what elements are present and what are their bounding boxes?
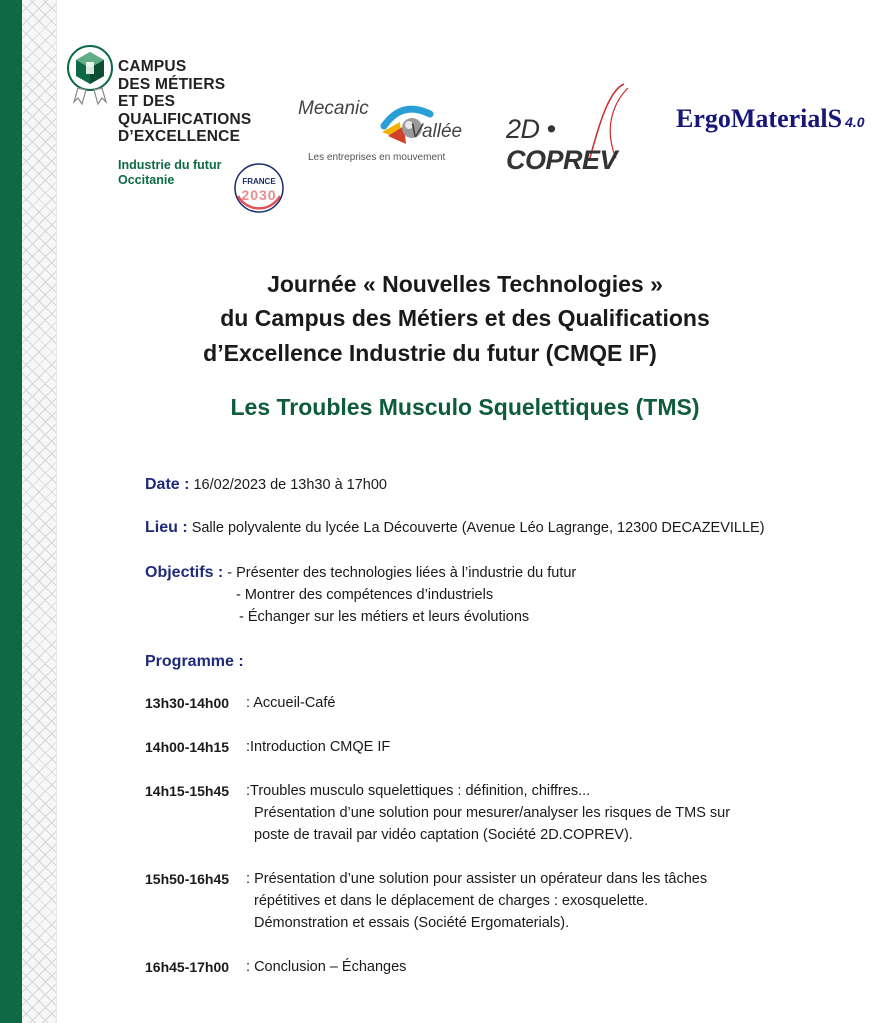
- lieu-field: [145, 519, 765, 537]
- decorative-pattern-strip: [22, 0, 57, 1023]
- campus-logo: [64, 38, 294, 216]
- programme-item: [145, 871, 229, 887]
- programme-sep: :: [246, 739, 251, 755]
- objectif-item: - Montrer des compétences d’industriels: [236, 587, 494, 603]
- campus-title: [118, 58, 251, 146]
- campus-line-4: QUALIFICATIONS: [118, 110, 252, 128]
- programme-item: [145, 739, 229, 755]
- programme-desc: [246, 692, 335, 714]
- date-field: [145, 476, 387, 494]
- programme-item: [145, 783, 229, 799]
- programme-desc: [246, 956, 406, 978]
- coprev-prefix: 2D: [506, 114, 540, 144]
- programme-item: [145, 695, 229, 711]
- title-line-2: du Campus des Métiers et des Qualifications: [220, 305, 710, 331]
- vallee-word: Vallée: [410, 121, 463, 142]
- campus-line-3: ET DES: [118, 93, 176, 110]
- france2030-year: 2030: [241, 187, 277, 203]
- objectif-item: - Présenter des technologies liées à l’industrie du futur: [223, 565, 577, 581]
- programme-time: 16h45-17h00: [145, 959, 230, 975]
- campus-sub-1: Industrie du futur: [118, 158, 222, 172]
- mecanic-word: Mecanic: [298, 98, 369, 119]
- campus-subtitle: [118, 158, 221, 188]
- campus-emblem-icon: [64, 42, 116, 108]
- ergomaterials-logo: [676, 104, 865, 140]
- objectifs-label: Objectifs :: [145, 564, 224, 581]
- programme-line: Présentation d’une solution pour assister un opérateur dans les tâches: [254, 871, 708, 887]
- programme-line: Démonstration et essais (Société Ergomaterials).: [254, 915, 570, 931]
- campus-line-2: DES MÉTIERS: [118, 75, 226, 93]
- campus-line-1: CAMPUS: [118, 58, 187, 75]
- objectif-item: - Échanger sur les métiers et leurs évolutions: [239, 609, 530, 625]
- programme-time: 14h15-15h45: [145, 783, 230, 799]
- programme-line: Accueil-Café: [253, 695, 336, 711]
- campus-sub-2: Occitanie: [118, 173, 175, 187]
- programme-sep: :: [246, 783, 251, 799]
- title-line-3: d’Excellence Industrie du futur (CMQE IF): [203, 340, 657, 366]
- lieu-value: Salle polyvalente du lycée La Découverte (Avenue Léo Lagrange, 12300 DECAZEVILLE): [187, 520, 765, 536]
- date-value: 16/02/2023 de 13h30 à 17h00: [189, 477, 388, 493]
- programme-line: Conclusion – Échanges: [254, 959, 407, 975]
- mecanic-tagline: Les entreprises en mouvement: [308, 152, 446, 163]
- programme-sep: :: [246, 871, 255, 887]
- programme-line: poste de travail par vidéo captation (Société 2D.COPREV).: [254, 827, 633, 843]
- title-line-1: Journée « Nouvelles Technologies »: [267, 271, 663, 297]
- programme-item: [145, 959, 229, 975]
- programme-line: Introduction CMQE IF: [250, 739, 391, 755]
- coprev-wordmark: 2D • COPREV: [506, 114, 618, 175]
- mecanic-vallee-logo: [292, 86, 492, 170]
- france2030-label: FRANCE: [242, 177, 276, 186]
- objectifs-field: [145, 564, 576, 582]
- ergo-wordmark: ErgoMaterialS: [676, 104, 843, 133]
- france2030-logo: [230, 162, 288, 214]
- coprev-logo: [500, 80, 666, 175]
- campus-line-5: D’EXCELLENCE: [118, 128, 241, 145]
- event-subtitle: Les Troubles Musculo Squelettiques (TMS): [230, 394, 700, 420]
- coprev-name: COPREV: [506, 145, 618, 175]
- lieu-label: Lieu :: [145, 519, 188, 536]
- programme-line: Présentation d’une solution pour mesurer/analyser les risques de TMS sur: [254, 805, 731, 821]
- programme-time: 13h30-14h00: [145, 695, 230, 711]
- programme-line: Troubles musculo squelettiques : définition, chiffres...: [250, 783, 591, 799]
- programme-time: 15h50-16h45: [145, 871, 230, 887]
- programme-sep: :: [246, 695, 254, 711]
- programme-time: 14h00-14h15: [145, 739, 230, 755]
- programme-desc: [246, 736, 390, 758]
- programme-desc: [246, 868, 707, 890]
- left-green-bar: [0, 0, 22, 1023]
- date-label: Date :: [145, 476, 190, 493]
- ergo-version: 4.0: [845, 114, 865, 130]
- programme-desc: [246, 780, 590, 802]
- programme-heading: Programme :: [145, 653, 244, 670]
- programme-line: répétitives et dans le déplacement de charges : exosquelette.: [254, 893, 649, 909]
- programme-sep: :: [246, 959, 255, 975]
